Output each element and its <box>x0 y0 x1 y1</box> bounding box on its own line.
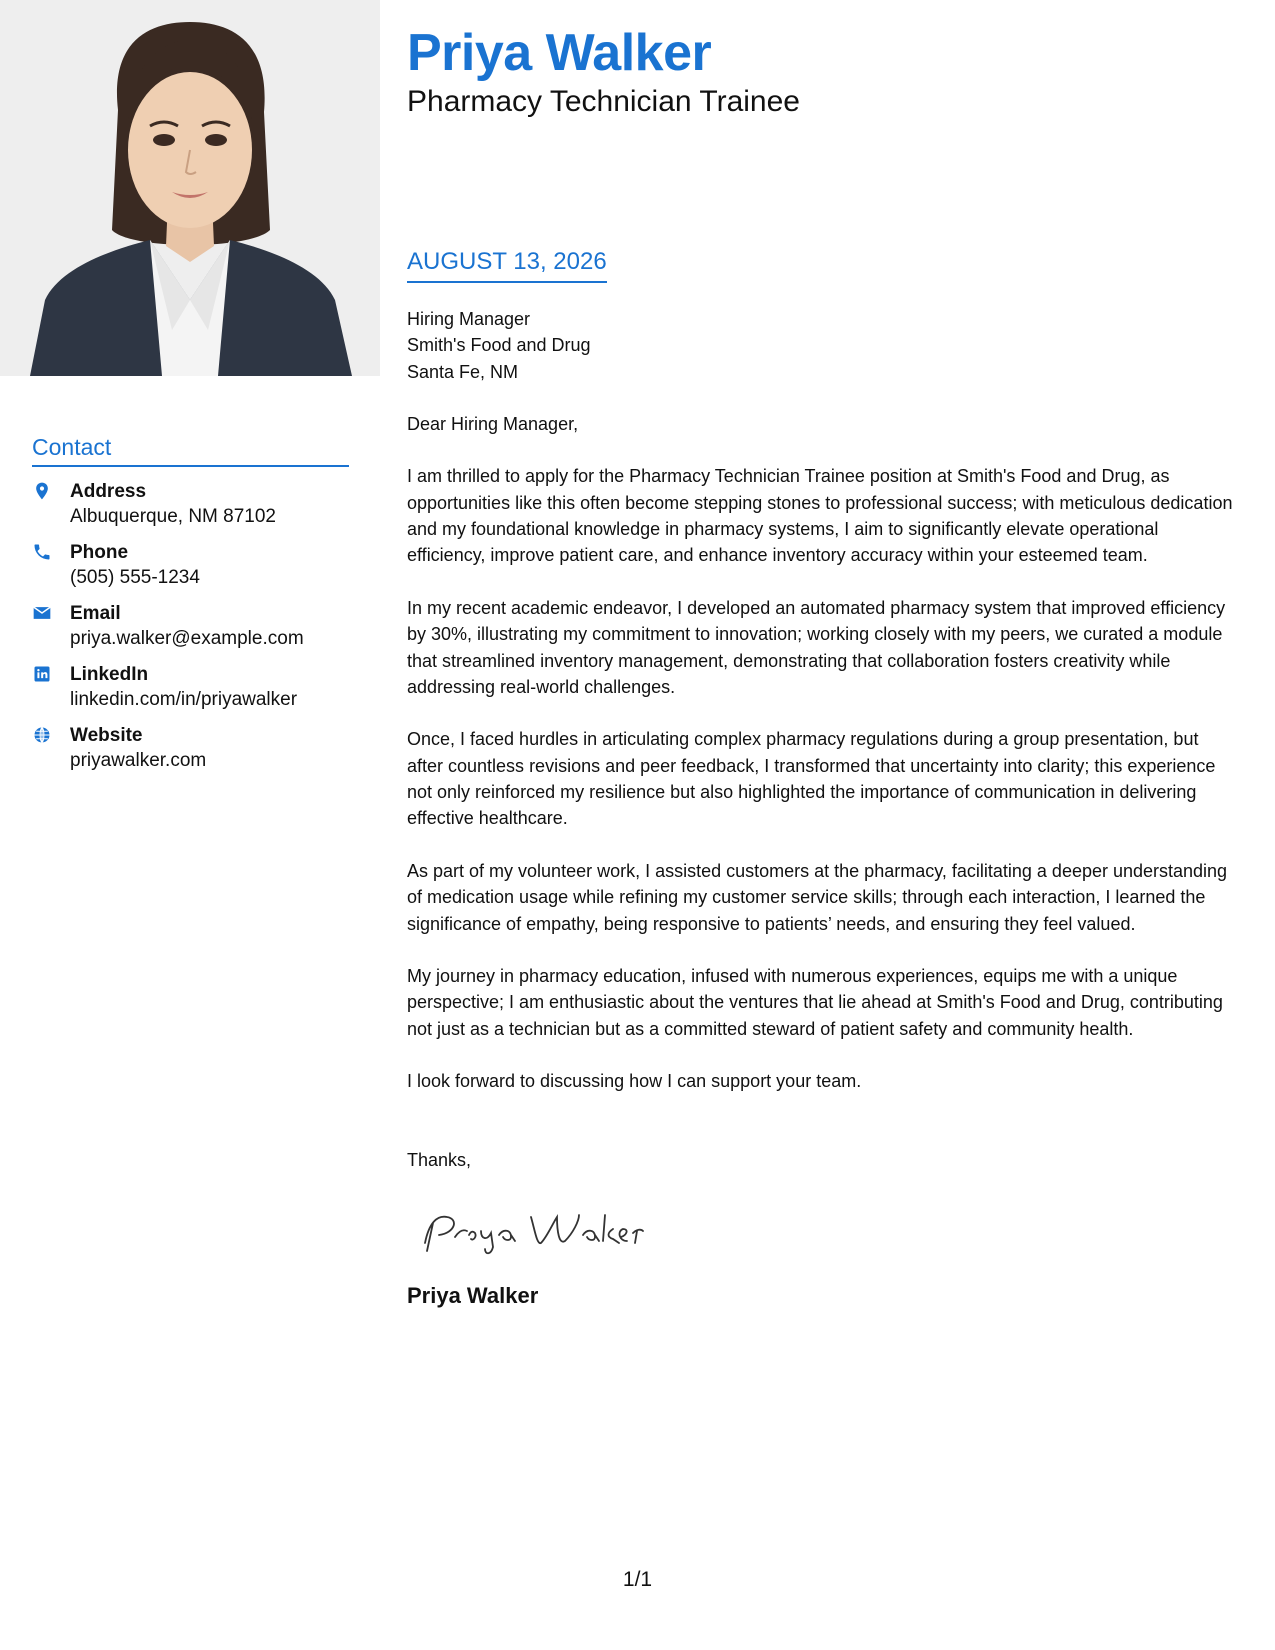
email-label: Email <box>70 603 121 624</box>
body-paragraph: I am thrilled to apply for the Pharmacy Technician Trainee position at Smith's Food and Drug, as opportunities like this often become stepping stones to professional success; with meticulous dedication and my foundational knowledge in pharmacy systems, I aim to significantly elevate operational efficiency, improve patient care, and enhance inventory accuracy within your esteemed team. <box>407 466 1233 566</box>
body-paragraph: As part of my volunteer work, I assisted customers at the pharmacy, facilitating a deeper understanding of medication usage while refining my customer service skills; through each interaction, I learned the significance of empathy, being responsive to patients’ needs, and ensuring they feel valued. <box>407 860 1228 934</box>
closing: Thanks, <box>407 1149 472 1170</box>
contact-heading: Contact <box>32 434 349 467</box>
address-label: Address <box>70 481 147 502</box>
website-label: Website <box>70 725 143 746</box>
body-paragraph: I look forward to discussing how I can support your team. <box>407 1071 862 1092</box>
contact-sidebar <box>32 434 349 784</box>
email-value[interactable]: priya.walker@example.com <box>70 628 304 649</box>
contact-item-website <box>32 723 349 773</box>
job-title: Pharmacy Technician Trainee <box>407 85 800 118</box>
recipient-line: Smith's Food and Drug <box>407 335 591 356</box>
body-paragraph: My journey in pharmacy education, infused with numerous experiences, equips me with a unique perspective; I am enthusiastic about the ventures that lie ahead at Smith's Food and Drug, contributing not just as a technician but as a committed steward of patient safety and community health. <box>407 966 1223 1039</box>
address-value: Albuquerque, NM 87102 <box>70 506 276 527</box>
handwritten-signature <box>407 1201 667 1261</box>
letter-body <box>407 306 1237 1309</box>
linkedin-label: LinkedIn <box>70 664 149 685</box>
signature-image <box>407 1201 1237 1261</box>
recipient-line: Hiring Manager <box>407 309 531 329</box>
contact-item-phone <box>32 540 349 590</box>
header <box>407 22 800 120</box>
recipient-line: Santa Fe, NM <box>407 361 519 382</box>
linkedin-icon <box>32 662 70 686</box>
signer-name: Priya Walker <box>407 1282 539 1308</box>
phone-icon <box>32 540 70 564</box>
map-pin-icon <box>32 479 70 503</box>
letter-date: AUGUST 13, 2026 <box>407 247 607 283</box>
body-paragraph: In my recent academic endeavor, I developed an automated pharmacy system that improved efficiency by 30%, illustrating my commitment to innovation; working closely with my peers, we curated a module that streamlined inventory management, demonstrating that collaboration fosters creativity while addressing real-world challenges. <box>407 597 1226 697</box>
profile-photo <box>0 0 380 376</box>
linkedin-value[interactable]: linkedin.com/in/priyawalker <box>70 689 298 710</box>
candidate-name: Priya Walker <box>407 24 712 82</box>
contact-item-address <box>32 479 349 529</box>
recipient-block <box>407 306 1237 385</box>
phone-label: Phone <box>70 542 129 563</box>
globe-icon <box>32 723 70 747</box>
contact-item-linkedin <box>32 662 349 712</box>
contact-item-email <box>32 601 349 651</box>
portrait-illustration <box>0 0 380 376</box>
body-paragraph: Once, I faced hurdles in articulating complex pharmacy regulations during a group presentation, but after countless revisions and peer feedback, I transformed that uncertainty into clarity; this experience not only reinforced my resilience but also highlighted the importance of communication in delivering effective healthcare. <box>407 729 1216 829</box>
salutation: Dear Hiring Manager, <box>407 413 579 434</box>
phone-value: (505) 555-1234 <box>70 567 200 588</box>
email-icon <box>32 601 70 625</box>
page-number: 1/1 <box>622 1568 653 1591</box>
website-value[interactable]: priyawalker.com <box>70 750 207 771</box>
